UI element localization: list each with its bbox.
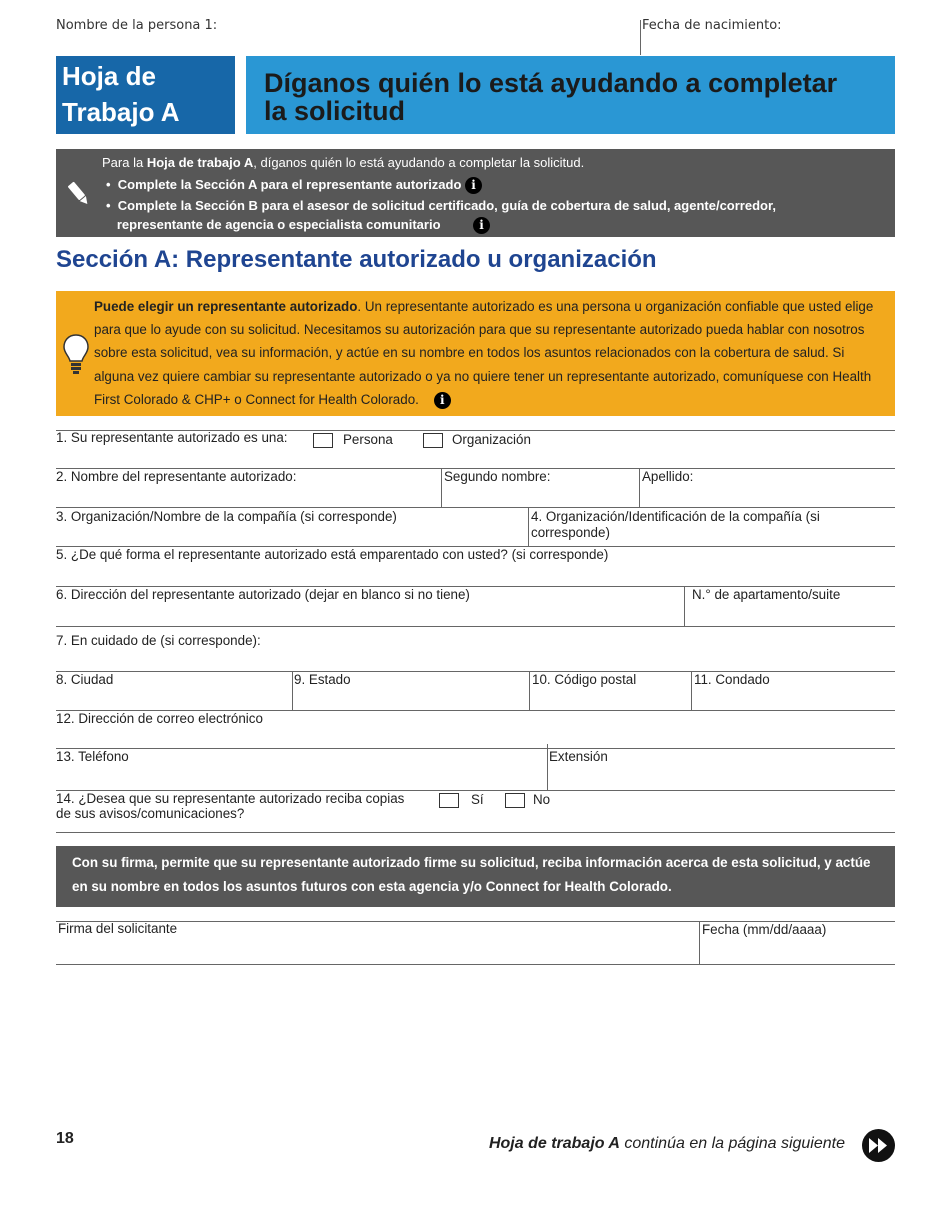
row-divider [56, 626, 895, 627]
cell-divider [699, 921, 700, 964]
instructions-bullet-1: • Complete la Sección A para el representante autorizado i [106, 177, 482, 194]
worksheet-badge [56, 56, 235, 134]
continue-note: Hoja de trabajo A continúa en la página siguiente [488, 1135, 845, 1152]
field-1-label: 1. Su representante autorizado es una: [56, 430, 288, 445]
date-field[interactable]: Fecha (mm/dd/aaaa) [702, 922, 827, 937]
notice-line-2: en su nombre en todos los asuntos futuros con esta agencia y/o Connect for Health Colorado. [72, 879, 672, 894]
instructions-bullet-2: • Complete la Sección B para el asesor de solicitud certificado, guía de cobertura de salud, agente/corredor, representante de agencia o especialista comunitario i [106, 198, 776, 232]
county-label[interactable]: 11. Condado [694, 672, 770, 687]
info-icon[interactable]: i [473, 217, 490, 234]
notice-line-1: Con su firma, permite que su representante autorizado firme su solicitud, reciba información acerca de esta solicitud, y actúe [72, 855, 871, 870]
field-5-label[interactable]: 5. ¿De qué forma el representante autorizado está emparentado con usted? (si corresponde) [56, 547, 609, 562]
city-label[interactable]: 8. Ciudad [56, 672, 114, 687]
next-page-button[interactable] [862, 1129, 895, 1162]
lightbulb-icon [62, 333, 90, 377]
instructions-intro: Para la Hoja de trabajo A, díganos quién lo está ayudando a completar la solicitud. [102, 155, 585, 170]
signature-field[interactable]: Firma del solicitante [58, 921, 178, 936]
pencil-icon [64, 179, 94, 209]
dob-label: Fecha de nacimiento: [642, 18, 782, 33]
section-a-title: Sección A: Representante autorizado u organización [56, 246, 657, 273]
cell-divider [441, 468, 442, 507]
cell-divider [547, 744, 548, 790]
middle-name-label[interactable]: Segundo nombre: [444, 469, 551, 484]
badge-line-2: Trabajo A [62, 97, 180, 127]
badge-line-1: Hoja de [62, 61, 156, 91]
signature-notice [56, 846, 895, 907]
row-divider [56, 964, 895, 965]
apartment-label[interactable]: N.° de apartamento/suite [692, 587, 841, 602]
field-4-label[interactable]: 4. Organización/Identificación de la compañía (si corresponde) [531, 509, 820, 540]
tip-box [56, 291, 895, 416]
page-number: 18 [56, 1130, 74, 1147]
yes-option-label: Sí [471, 792, 484, 807]
cell-divider [528, 507, 529, 546]
info-icon[interactable]: i [434, 392, 451, 409]
tip-bold: Puede elegir un representante autorizado [94, 299, 358, 314]
header-divider [640, 20, 641, 55]
person-name-label: Nombre de la persona 1: [56, 18, 218, 33]
organizacion-option-label: Organización [452, 432, 531, 447]
row-divider [56, 507, 895, 508]
cell-divider [684, 586, 685, 626]
page-title [246, 56, 895, 134]
cell-divider [691, 671, 692, 710]
state-label[interactable]: 9. Estado [294, 672, 351, 687]
cell-divider [292, 671, 293, 710]
persona-option-label: Persona [343, 432, 393, 447]
no-option-label: No [533, 792, 551, 807]
no-checkbox[interactable] [505, 793, 525, 808]
field-7-label[interactable]: 7. En cuidado de (si corresponde): [56, 633, 261, 648]
zip-code-label[interactable]: 10. Código postal [532, 672, 637, 687]
field-3-label[interactable]: 3. Organización/Nombre de la compañía (si corresponde) [56, 509, 397, 524]
organizacion-checkbox[interactable] [423, 433, 443, 448]
field-14-label: 14. ¿Desea que su representante autorizado reciba copias de sus avisos/comunicaciones? [56, 791, 405, 821]
extension-label[interactable]: Extensión [549, 749, 608, 764]
phone-label[interactable]: 13. Teléfono [56, 749, 129, 764]
row-divider [56, 748, 895, 749]
email-label[interactable]: 12. Dirección de correo electrónico [56, 711, 263, 726]
cell-divider [529, 671, 530, 710]
yes-checkbox[interactable] [439, 793, 459, 808]
title-line-2: la solicitud [264, 96, 406, 126]
field-2-label[interactable]: 2. Nombre del representante autorizado: [56, 469, 297, 484]
info-icon[interactable]: i [465, 177, 482, 194]
row-divider [56, 832, 895, 833]
fast-forward-icon [862, 1129, 895, 1162]
persona-checkbox[interactable] [313, 433, 333, 448]
instructions-box [56, 149, 895, 237]
cell-divider [639, 468, 640, 507]
field-6-label[interactable]: 6. Dirección del representante autorizado (dejar en blanco si no tiene) [56, 587, 470, 602]
tip-text: . Un representante autorizado es una persona u organización confiable que usted elige para que lo ayude con su solicitud. Necesitamos su autorización para que su representante autorizado pueda hablar con nosotros sobre esta solicitud, vea su información, y actúe en su nombre en todos los asuntos relacionados con la cobertura de salud. Si alguna vez quiere cambiar su representante autorizado o ya no quiere tener un representante autorizado, comuníquese con Health First Colorado & CHP+ o Connect for Health Colorado. [94, 299, 874, 407]
last-name-label[interactable]: Apellido: [642, 469, 694, 484]
title-line-1: Díganos quién lo está ayudando a completar [264, 68, 838, 98]
